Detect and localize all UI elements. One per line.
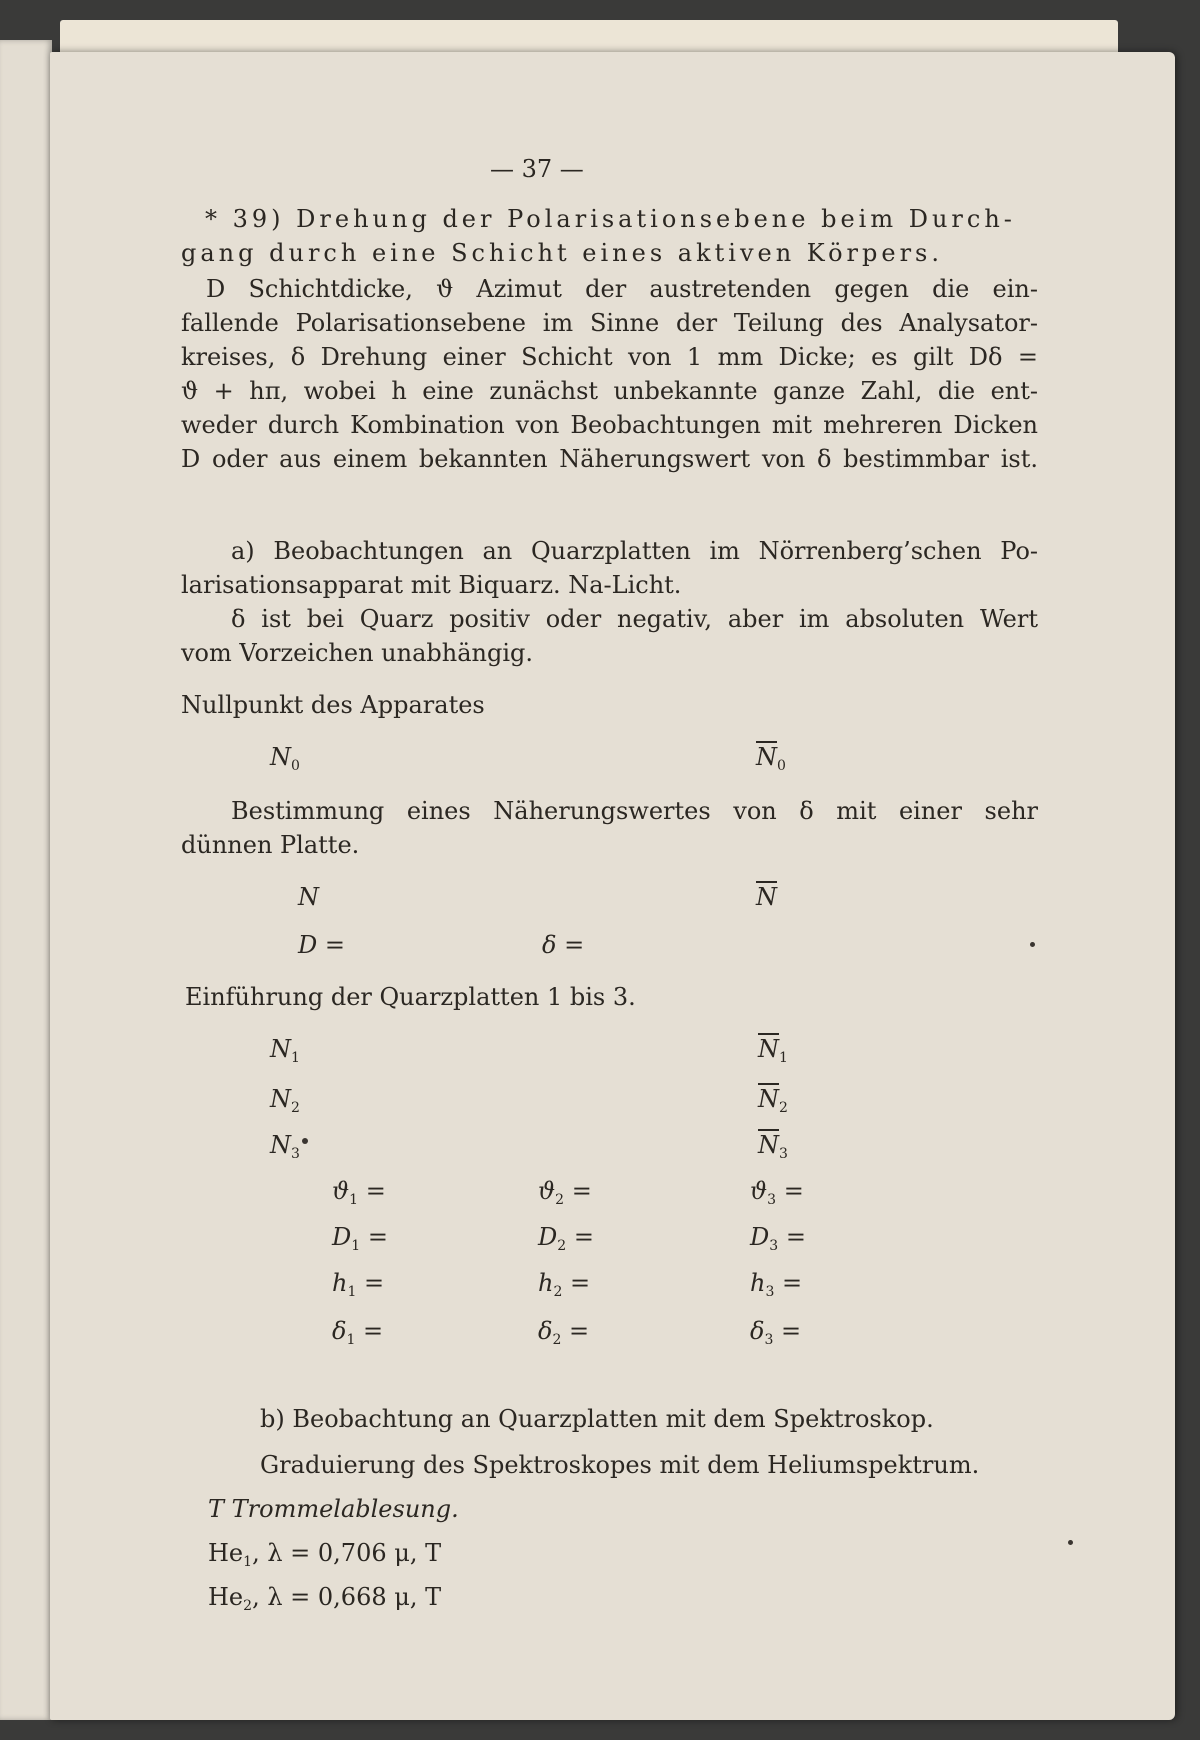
n-symbol: N (298, 883, 319, 911)
paragraph-line: D Schichtdicke, ϑ Azimut der austretenden gegen die ein- (206, 275, 1038, 303)
paragraph-line: kreises, δ Drehung einer Schicht von 1 mm Dicke; es gilt Dδ = (181, 343, 1038, 371)
page-number: — 37 — (490, 155, 584, 183)
d1-eq: $D_1$ = (332, 1223, 388, 1254)
theta3-eq: $ϑ_3$ = (750, 1177, 804, 1208)
d3-eq: $D_3$ = (750, 1223, 806, 1254)
paragraph-line: fallende Polarisationsebene im Sinne der Teilung des Analysator- (181, 309, 1038, 337)
n3-symbol: $N_3$ (270, 1131, 300, 1162)
ink-mark (302, 1138, 308, 1144)
part-b-line-1: b) Beobachtung an Quarzplatten mit dem Spektroskop. (260, 1405, 934, 1433)
d2-eq: $D_2$ = (538, 1223, 594, 1254)
n1-symbol: $N_1$ (270, 1035, 300, 1066)
part-a-line-1: a) Beobachtungen an Quarzplatten im Nörrenberg’schen Po- (231, 537, 1038, 565)
paragraph-line: ϑ + hπ, wobei h eine zunächst unbekannte ganze Zahl, die ent- (181, 377, 1038, 405)
section-title-line-2: gang durch eine Schicht eines aktiven Körpers. (181, 239, 943, 267)
part-a-line-2: larisationsapparat mit Biquarz. Na-Licht. (181, 571, 682, 599)
nullpunkt-label: Nullpunkt des Apparates (181, 691, 485, 719)
paragraph-line: D oder aus einem bekannten Näherungswert von δ bestimmbar ist. (181, 445, 1038, 473)
theta2-eq: $ϑ_2$ = (538, 1177, 592, 1208)
delta-equals: δ = (542, 931, 585, 959)
part-b-line-3: T Trommelablesung. (208, 1495, 459, 1523)
h1-eq: $h_1$ = (332, 1269, 385, 1300)
ink-mark (1068, 1540, 1073, 1545)
h2-eq: $h_2$ = (538, 1269, 591, 1300)
he1-line: $He_1$, λ = 0,706 μ, T (208, 1539, 442, 1570)
bestimmung-line-1: Bestimmung eines Näherungswertes von δ mit einer sehr (231, 797, 1038, 825)
book-page (50, 52, 1175, 1720)
part-a-line-4: vom Vorzeichen unabhängig. (181, 639, 533, 667)
delta2-eq: $\delta_2$ = (538, 1317, 590, 1348)
n1-bar-symbol: $\overline{N}_1$ (758, 1035, 788, 1066)
d-equals: D = (298, 931, 345, 959)
h3-eq: $h_3$ = (750, 1269, 803, 1300)
part-b-line-2: Graduierung des Spektroskopes mit dem Heliumspektrum. (260, 1451, 980, 1479)
einfuehrung-label: Einführung der Quarzplatten 1 bis 3. (185, 983, 636, 1011)
n0-bar-symbol: $\overline{N}_0$ (756, 743, 786, 774)
n0-symbol: $N_0$ (270, 743, 300, 774)
ink-mark (1030, 942, 1035, 947)
adjacent-page-edge (0, 40, 52, 1720)
he2-line: $He_2$, λ = 0,668 μ, T (208, 1583, 442, 1614)
section-title-line-1: * 39) Drehung der Polarisationsebene beim Durch- (205, 205, 1016, 233)
n2-bar-symbol: $\overline{N}_2$ (758, 1085, 788, 1116)
paragraph-line: weder durch Kombination von Beobachtungen mit mehreren Dicken (181, 411, 1038, 439)
part-a-line-3: δ ist bei Quarz positiv oder negativ, aber im absoluten Wert (231, 605, 1038, 633)
n2-symbol: $N_2$ (270, 1085, 300, 1116)
delta1-eq: $\delta_1$ = (332, 1317, 384, 1348)
delta3-eq: $\delta_3$ = (750, 1317, 802, 1348)
theta1-eq: $ϑ_1$ = (332, 1177, 386, 1208)
n-bar-symbol: $\overline{N}$ (756, 883, 777, 911)
n3-bar-symbol: $\overline{N}_3$ (758, 1131, 788, 1162)
bestimmung-line-2: dünnen Platte. (181, 831, 360, 859)
